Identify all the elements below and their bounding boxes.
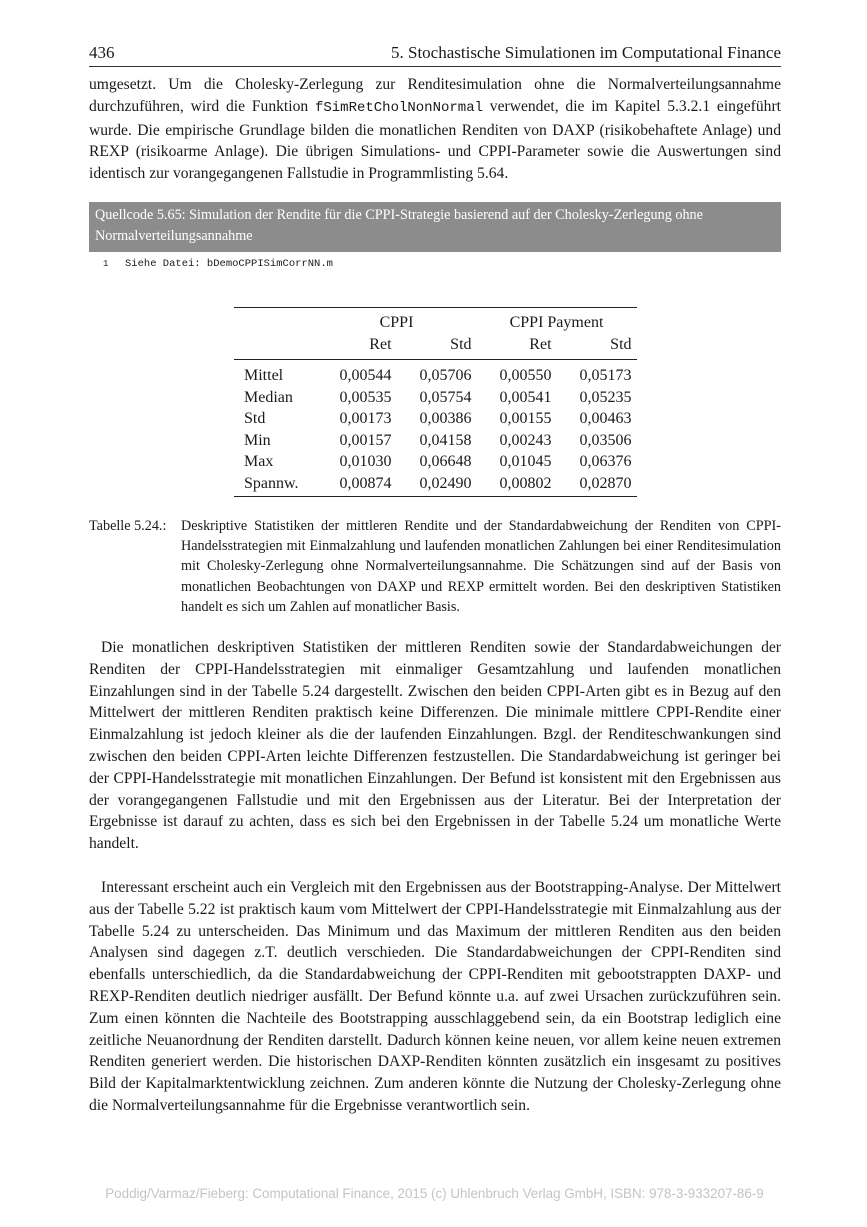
table-sub-header [234,334,637,360]
row-label: Std [244,410,266,427]
table-row [234,430,637,452]
intro-paragraph [89,74,781,185]
body-paragraph: Die monatlichen deskriptiven Statistiken der mittleren Renditen sowie der Standardabweichungen der Renditen der CPPI-Handelsstrategien mit einmaliger Gesamtzahlung und laufenden monatlichen Einzahlungen sind in der Tabelle 5.24 dargestellt. Zwischen den beiden CPPI-Arten gibt es in Bezug auf den Mittelwert der mittleren Renditen praktisch keine Differenzen. Die minimale mittlere CPPI-Rendite einer Einmalzahlung ist jedoch kleiner als die der laufenden Einzahlungen. Bzgl. der Renditeschwankungen sind zwischen den beiden CPPI-Arten leichte Differenzen festzustellen. Die Standardabweichung ist geringer bei der CPPI-Handelsstrategie mit monatlichen Einzahlungen. Der Befund ist konsistent mit den Ergebnissen aus der vorangegangenen Fallstudie und mit den Ergebnissen aus der Literatur. Bei der Interpretation der Ergebnisse ist darauf zu achten, dass es sich bei den Ergebnissen in der Tabelle 5.24 um monatliche Werte handelt. [89,639,781,853]
table-row [234,387,637,409]
table-caption [89,516,781,617]
table-cell: 0,06648 [419,453,472,470]
statistics-table [234,307,637,497]
copyright-footer: Poddig/Varmaz/Fieberg: Computational Finance, 2015 (c) Uhlenbruch Verlag GmbH, ISBN: 978-3-933207-86-9 [105,1186,764,1201]
column-header: Std [557,334,637,360]
table-caption-text: Deskriptive Statistiken der mittleren Rendite und der Standardabweichung der Renditen von CPPI-Handelsstrategien mit Einmalzahlung und laufenden monatlichen Zahlungen bei einer Renditesimulation mit Cholesky-Zerlegung ohne Normalverteilungsannahme. Die Schätzungen sind auf der Basis von monatlichen Beobachtungen von DAXP und REXP ermittelt worden. Bei den deskriptiven Statistiken handelt es sich um Zahlen auf monatlicher Basis. [181,518,781,615]
table-cell: 0,00157 [339,431,392,449]
row-label: Spannw. [234,473,317,497]
table-cell: 0,00463 [579,410,632,427]
code-line [103,258,333,270]
table-cell: 0,00173 [339,410,392,427]
table-cell: 0,00874 [317,473,397,497]
table-group-header [234,308,637,334]
listing-caption: Quellcode 5.65: Simulation der Rendite für die CPPI-Strategie basierend auf der Cholesky-Zerlegung ohne Normalverteilungsannahme [89,202,781,252]
column-header: Std [397,334,477,360]
table-corner [234,308,317,334]
page-number: 436 [89,43,115,62]
table-cell: 0,06376 [579,453,632,470]
table-cell: 0,00544 [339,367,392,384]
table-cell: 0,05754 [419,388,472,406]
row-label: Mittel [244,367,284,384]
intro-text-before: umgesetzt. Um die Cholesky-Zerlegung zur Renditesimulation ohne die Normalverteilungsannahme durchzuführen, wird die Funktion [89,76,781,115]
table-cell: 0,05173 [579,367,632,384]
code-text: Siehe Datei: bDemoCPPISimCorrNN.m [125,258,333,270]
running-header [89,40,781,67]
row-label: Median [244,388,293,406]
group-header-cppi: CPPI [317,308,477,334]
table-cell: 0,05235 [579,388,632,406]
chapter-title: 5. Stochastische Simulationen im Computational Finance [390,43,781,62]
code-line-number: 1 [103,259,109,269]
row-label: Max [244,453,274,470]
table-cell: 0,00243 [499,431,552,449]
table-cell: 0,02490 [397,473,477,497]
table-cell: 0,01030 [339,453,392,470]
table-row [234,473,637,497]
column-header: Ret [477,334,557,360]
table-cell: 0,00535 [339,388,392,406]
function-name: fSimRetCholNonNormal [314,99,483,116]
table-caption-label: Tabelle 5.24.: [89,518,167,534]
table-cell: 0,04158 [419,431,472,449]
table-row [234,360,637,387]
table-cell: 0,00550 [499,367,552,384]
body-paragraph: Interessant erscheint auch ein Vergleich mit den Ergebnissen aus der Bootstrapping-Analyse. Der Mittelwert aus der Tabelle 5.22 ist praktisch kaum vom Mittelwert der CPPI-Handelsstrategie mit Einmalzahlung aus der Tabelle 5.24 zu unterscheiden. Das Minimum und das Maximum der mittleren Renditen aus den beiden Analysen sind dagegen z.T. deutlich verschieden. Die Standardabweichungen der CPPI-Renditen sind ebenfalls unterschiedlich, da die Standardabweichung der CPPI-Renditen mit gebootstrappten DAXP- und REXP-Renditen deutlich niedriger ausfällt. Der Befund könnte u.a. auf zwei Ursachen zurückzuführen sein. Zum einen könnten die Nachteile des Bootstrapping ausschlaggebend sein, da ein Bootstrap lediglich eine zeitliche Neuanordnung der Renditen darstellt. Dadurch können keine neuen, vor allem keine neuen extremen Renditen generiert werden. Die historischen DAXP-Renditen könnten zusätzlich ein insgesamt zu positives Bild der Kapitalmarktentwicklung zeichnen. Zum anderen könnte die Nutzung der Cholesky-Zerlegung ohne die Normalverteilungsannahme für die Ergebnisse verantwortlich sein. [89,879,781,1114]
group-header-cppi-payment: CPPI Payment [477,308,637,334]
table-cell: 0,00386 [419,410,472,427]
table-cell: 0,05706 [419,367,472,384]
row-label: Min [244,431,271,449]
table-corner-sub [234,334,317,360]
table-cell: 0,00541 [499,388,552,406]
intro-text-after: verwendet, die im Kapitel 5.3.2.1 eingeführt wurde. Die empirische Grundlage bilden die monatlichen Renditen von DAXP (risikobehaftete Anlage) und REXP (risikoarme Anlage). Die übrigen Simulations- und CPPI-Parameter sowie die Auswertungen sind identisch zur vorangegangenen Fallstudie in Programmlisting 5.64. [89,97,781,183]
table-cell: 0,03506 [579,431,632,449]
table-cell: 0,02870 [557,473,637,497]
table-cell: 0,00155 [499,410,552,427]
table-row [234,408,637,430]
table-row [234,451,637,473]
table-cell: 0,01045 [499,453,552,470]
column-header: Ret [317,334,397,360]
table-cell: 0,00802 [477,473,557,497]
